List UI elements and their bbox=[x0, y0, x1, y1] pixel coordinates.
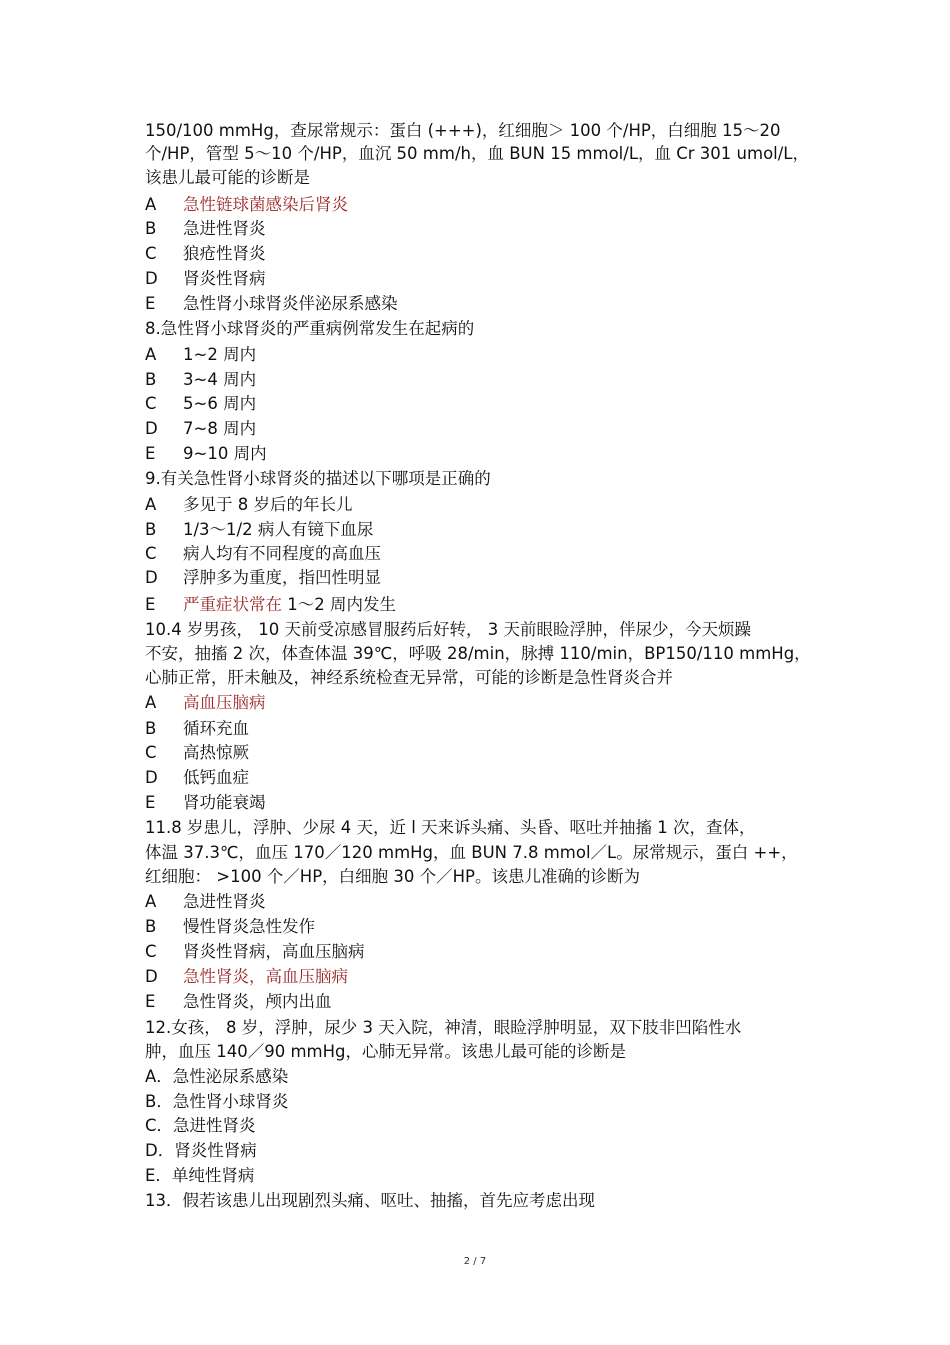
question-stem-line: 该患儿最可能的诊断是 bbox=[145, 168, 310, 187]
option-a: A 多见于 8 岁后的年长儿 bbox=[145, 495, 353, 514]
question-8-stem: 8.急性肾小球肾炎的严重病例常发生在起病的 bbox=[145, 319, 475, 338]
option-c: C 肾炎性肾病，高血压脑病 bbox=[145, 942, 365, 961]
option-d: D 浮肿多为重度，指凹性明显 bbox=[145, 568, 381, 587]
option-b: B 3~4 周内 bbox=[145, 370, 257, 389]
question-stem-line: 个/HP，管型 5～10 个/HP，血沉 50 mm/h，血 BUN 15 mmol/L，血 Cr 301 umol/L， bbox=[145, 144, 810, 163]
option-a: A 急进性肾炎 bbox=[145, 892, 266, 911]
option-b: B 1/3～1/2 病人有镜下血尿 bbox=[145, 520, 374, 539]
answer-highlight: 高血压脑病 bbox=[183, 693, 266, 712]
option-e: E．单纯性肾病 bbox=[145, 1166, 255, 1185]
option-b: B 循环充血 bbox=[145, 719, 249, 738]
question-9-stem: 9.有关急性肾小球肾炎的描述以下哪项是正确的 bbox=[145, 469, 491, 488]
page-number: 2 / 7 bbox=[463, 1256, 487, 1267]
question-12-stem-line: 12.女孩， 8 岁，浮肿，尿少 3 天入院，神清，眼睑浮肿明显，双下肢非凹陷性水 bbox=[145, 1018, 742, 1037]
option-b: B 急进性肾炎 bbox=[145, 219, 266, 238]
answer-highlight: 严重症状常在 bbox=[183, 595, 282, 614]
option-d: D．肾炎性肾病 bbox=[145, 1141, 257, 1160]
option-b: B 慢性肾炎急性发作 bbox=[145, 917, 315, 936]
answer-highlight: 急性肾炎，高血压脑病 bbox=[183, 967, 348, 986]
option-d: D 低钙血症 bbox=[145, 768, 249, 787]
option-c: C 5~6 周内 bbox=[145, 394, 257, 413]
option-e: E 肾功能衰竭 bbox=[145, 793, 266, 812]
question-13-stem: 13．假若该患儿出现剧烈头痛、呕吐、抽搐，首先应考虑出现 bbox=[145, 1191, 595, 1210]
option-e: E 9~10 周内 bbox=[145, 444, 267, 463]
option-a: A 高血压脑病 bbox=[145, 693, 266, 712]
option-a: A．急性泌尿系感染 bbox=[145, 1067, 289, 1086]
question-11-stem-line: 11.8 岁患儿，浮肿、少尿 4 天，近 l 天来诉头痛、头昏、呕吐并抽搐 1 次，查体， bbox=[145, 818, 756, 837]
option-e: E 急性肾小球肾炎伴泌尿系感染 bbox=[145, 294, 398, 313]
option-a: A 急性链球菌感染后肾炎 bbox=[145, 195, 348, 214]
option-c: C 狼疮性肾炎 bbox=[145, 244, 266, 263]
question-12-stem-line: 肿，血压 140／90 mmHg，心肺无异常。该患儿最可能的诊断是 bbox=[145, 1042, 627, 1061]
question-10-stem-line: 心肺正常，肝未触及，神经系统检查无异常，可能的诊断是急性肾炎合并 bbox=[145, 668, 673, 687]
option-d: D 7~8 周内 bbox=[145, 419, 257, 438]
option-d: D 急性肾炎，高血压脑病 bbox=[145, 967, 348, 986]
question-11-stem-line: 体温 37.3℃，血压 170／120 mmHg，血 BUN 7.8 mmol／L。尿常规示，蛋白 ++， bbox=[145, 843, 798, 862]
question-11-stem-line: 红细胞： >100 个／HP，白细胞 30 个／HP。该患儿准确的诊断为 bbox=[145, 867, 641, 886]
option-c: C 病人均有不同程度的高血压 bbox=[145, 544, 381, 563]
answer-highlight: 急性链球菌感染后肾炎 bbox=[183, 195, 348, 214]
option-c: C．急进性肾炎 bbox=[145, 1116, 256, 1135]
question-10-stem-line: 10.4 岁男孩， 10 天前受凉感冒服药后好转， 3 天前眼睑浮肿，伴尿少，今天烦躁 bbox=[145, 620, 751, 639]
option-d: D 肾炎性肾病 bbox=[145, 269, 266, 288]
option-b: B．急性肾小球肾炎 bbox=[145, 1092, 289, 1111]
option-e: E 急性肾炎，颅内出血 bbox=[145, 992, 332, 1011]
question-stem-line: 150/100 mmHg，查尿常规示：蛋白 (+++)，红细胞＞ 100 个/HP，白细胞 15～20 bbox=[145, 121, 781, 140]
option-e: E 严重症状常在 1～2 周内发生 bbox=[145, 595, 396, 614]
option-c: C 高热惊厥 bbox=[145, 743, 249, 762]
question-10-stem-line: 不安，抽搐 2 次，体查体温 39℃，呼吸 28/min，脉搏 110/min，BP150/110 mmHg， bbox=[145, 644, 811, 663]
option-a: A 1~2 周内 bbox=[145, 345, 257, 364]
